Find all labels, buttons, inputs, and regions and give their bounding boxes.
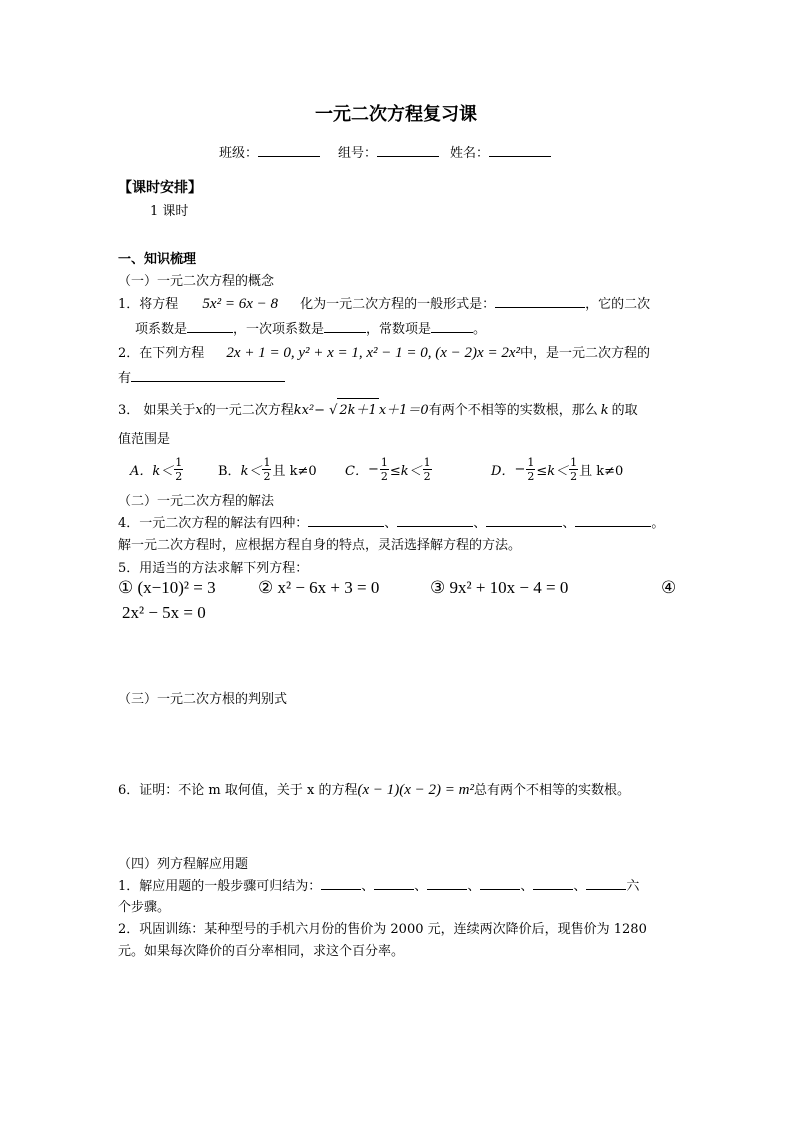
q1-quadratic-coef-label: 项系数是 <box>135 322 188 337</box>
q3-sqrt-content: 2k＋1 <box>337 398 378 418</box>
frac-den: 2 <box>527 469 535 483</box>
class-blank[interactable] <box>258 142 320 157</box>
class-field <box>219 142 320 161</box>
option-c[interactable] <box>345 452 433 486</box>
name-blank[interactable] <box>489 142 551 157</box>
option-a-text: k＜ <box>152 463 174 479</box>
equation-4: 2x² − 5x = 0 <box>122 603 206 622</box>
subheading-discriminant: （三）一元二次方根的判别式 <box>118 692 288 707</box>
option-a-label: A． <box>130 463 153 479</box>
group-blank[interactable] <box>377 142 439 157</box>
q2-prefix: 2．在下列方程 <box>118 346 205 361</box>
q2-end: 中，是一元二次方程的 <box>519 346 650 361</box>
option-d-tail: 且 k≠0 <box>579 463 624 479</box>
option-d-label: D． <box>491 463 515 479</box>
question-1-line1 <box>118 293 650 313</box>
q2-equations: 2x + 1 = 0, y² + x = 1, x² − 1 = 0, (x − 2)x = 2x² <box>226 345 520 361</box>
q1-period: 。 <box>473 322 487 337</box>
question-6 <box>118 779 630 799</box>
fraction-one-half <box>423 457 432 482</box>
option-d-mid: ≤k＜ <box>536 463 569 479</box>
q7-sep: 、 <box>414 879 428 894</box>
q2-line2-label: 有 <box>118 371 132 386</box>
fraction-one-half <box>174 457 183 482</box>
group-label: 组号： <box>338 146 378 161</box>
subheading-solving: （二）一元二次方程的解法 <box>118 494 275 509</box>
subheading-concept: （一）一元二次方程的概念 <box>118 274 275 289</box>
question-5-prompt: 5．用适当的方法求解下列方程： <box>118 561 309 576</box>
q1-constant-label: ，常数项是 <box>366 322 432 337</box>
question-4-line2: 解一元二次方程时，应根据方程自身的特点，灵活选择解方程的方法。 <box>118 538 522 553</box>
question-8-line1: 2．巩固训练：某种型号的手机六月份的售价为 2000 元，连续两次降价后，现售价为 1280 <box>118 922 647 937</box>
question-7-line2: 个步骤。 <box>118 900 171 915</box>
q7-prefix: 1．解应用题的一般步骤可归结为： <box>118 879 322 894</box>
q1-quadratic-coef-blank[interactable] <box>187 318 233 333</box>
option-d[interactable] <box>491 452 623 486</box>
q1-equation: 5x² = 6x − 8 <box>202 296 278 312</box>
frac-den: 2 <box>263 469 271 483</box>
frac-den: 2 <box>175 469 183 483</box>
frac-num: 1 <box>175 455 183 469</box>
equation-1: ① (x−10)² = 3 <box>118 578 216 597</box>
q3-var-x: x <box>195 403 203 418</box>
q3-mid: 的一元二次方程 <box>202 403 294 418</box>
name-label: 姓名： <box>450 146 490 161</box>
q3-var-k: k <box>600 403 609 418</box>
option-a[interactable] <box>130 452 184 486</box>
fraction-one-half <box>380 457 389 482</box>
q7-sep: 、 <box>467 879 481 894</box>
frac-num: 1 <box>263 455 271 469</box>
fraction-one-half <box>526 457 535 482</box>
q1-linear-coef-blank[interactable] <box>324 318 366 333</box>
frac-den: 2 <box>570 469 578 483</box>
question-8-line2: 元。如果每次降价的百分率相同，求这个百分率。 <box>118 944 405 959</box>
question-7-line1 <box>118 875 639 894</box>
option-c-mid: ≤k＜ <box>389 463 422 479</box>
frac-num: 1 <box>380 455 388 469</box>
option-b-label: B． <box>218 463 241 479</box>
equation-3: ③ 9x² + 10x − 4 = 0 <box>430 578 569 597</box>
q6-prefix: 6．证明：不论 m 取何值，关于 x 的方程 <box>118 783 358 798</box>
q6-end: 总有两个不相等的实数根。 <box>473 783 630 798</box>
q3-tail: 的取 <box>611 403 638 418</box>
q1-end: ，它的二次 <box>585 297 651 312</box>
q7-step-blank-3[interactable] <box>427 875 467 890</box>
class-label: 班级： <box>219 146 259 161</box>
option-b[interactable] <box>218 452 317 486</box>
question-2-line2 <box>118 367 285 386</box>
q4-method-blank-1[interactable] <box>308 512 384 527</box>
name-field <box>450 142 551 161</box>
option-b-tail: 且 k≠0 <box>272 463 317 479</box>
section-knowledge-heading: 一、知识梳理 <box>118 252 197 267</box>
q4-end: 。 <box>651 516 665 531</box>
fraction-one-half <box>569 457 578 482</box>
q7-sep: 、 <box>573 879 587 894</box>
q3-kx: kx²− <box>293 403 326 418</box>
q7-sep: 、 <box>520 879 534 894</box>
schedule-heading: 【课时安排】 <box>118 180 202 196</box>
q1-constant-blank[interactable] <box>431 318 473 333</box>
q4-method-blank-3[interactable] <box>486 512 562 527</box>
option-b-text: k＜ <box>240 463 262 479</box>
q2-answer-blank[interactable] <box>131 367 285 382</box>
equation-2: ② x² − 6x + 3 = 0 <box>258 578 380 597</box>
q7-step-blank-4[interactable] <box>480 875 520 890</box>
sqrt-sign-icon: √ <box>329 403 338 418</box>
q7-sep: 、 <box>361 879 375 894</box>
q4-sep: 、 <box>473 516 487 531</box>
subheading-word-problems: （四）列方程解应用题 <box>118 857 249 872</box>
q3-equation-end: x＋1＝0 <box>378 403 429 418</box>
q7-end: 六 <box>626 879 640 894</box>
frac-num: 1 <box>570 455 578 469</box>
frac-den: 2 <box>380 469 388 483</box>
schedule-content: 1 课时 <box>150 204 189 219</box>
option-c-label: C． <box>345 463 368 479</box>
q1-linear-coef-label: ，一次项系数是 <box>233 322 325 337</box>
q3-prefix: 3． 如果关于 <box>118 403 196 418</box>
frac-num: 1 <box>423 455 431 469</box>
q4-sep: 、 <box>384 516 398 531</box>
group-field <box>338 142 439 161</box>
q4-method-blank-4[interactable] <box>575 512 651 527</box>
q1-mid: 化为一元二次方程的一般形式是： <box>300 297 496 312</box>
q6-equation: (x − 1)(x − 2) = m² <box>357 782 474 798</box>
q7-step-blank-6[interactable] <box>586 875 626 890</box>
q4-sep: 、 <box>562 516 576 531</box>
equation-4-marker: ④ <box>661 578 677 597</box>
option-d-minus: − <box>514 461 526 477</box>
page-title: 一元二次方程复习课 <box>315 104 477 125</box>
option-c-minus: − <box>367 461 379 477</box>
question-3-line1 <box>118 398 638 418</box>
fraction-one-half <box>262 457 271 482</box>
q4-prefix: 4．一元二次方程的解法有四种： <box>118 516 309 531</box>
q7-step-blank-1[interactable] <box>321 875 361 890</box>
q1-general-form-blank[interactable] <box>495 293 585 308</box>
q3-end: 有两个不相等的实数根，那么 <box>428 403 598 418</box>
q7-step-blank-2[interactable] <box>374 875 414 890</box>
question-1-line2 <box>135 318 486 337</box>
frac-num: 1 <box>527 455 535 469</box>
q4-method-blank-2[interactable] <box>397 512 473 527</box>
q7-step-blank-5[interactable] <box>533 875 573 890</box>
frac-den: 2 <box>423 469 431 483</box>
question-2-line1 <box>118 342 650 362</box>
question-4-line1 <box>118 512 664 531</box>
question-3-line2: 值范围是 <box>118 432 171 447</box>
q1-prefix: 1．将方程 <box>118 297 179 312</box>
